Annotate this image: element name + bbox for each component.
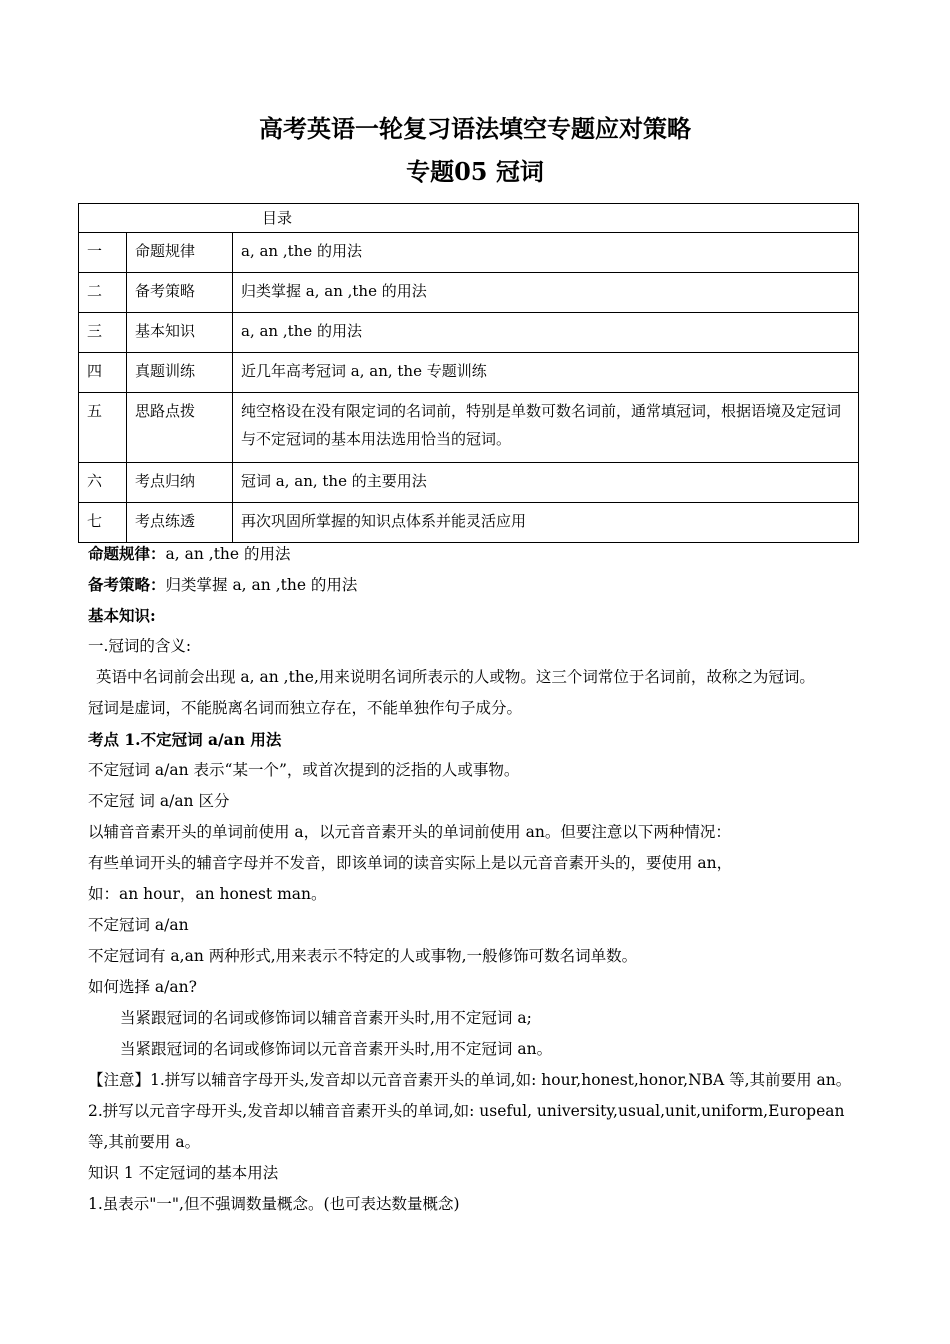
toc-num: 五 (79, 393, 127, 463)
toc-desc: 归类掌握 a, an ,the 的用法 (233, 273, 859, 313)
toc-desc: a, an ,the 的用法 (233, 313, 859, 353)
table-row (79, 393, 859, 463)
paragraph: 如：an hour，an honest man。 (88, 885, 327, 903)
toc-desc: a, an ,the 的用法 (233, 233, 859, 273)
paragraph: 不定冠词 a/an 表示“某一个”，或首次提到的泛指的人或事物。 (88, 761, 520, 779)
toc-num: 二 (79, 273, 127, 313)
paragraph: 当紧跟冠词的名词或修饰词以辅音音素开头时,用不定冠词 a; (120, 1009, 532, 1027)
paragraph: 当紧跟冠词的名词或修饰词以元音音素开头时,用不定冠词 an。 (120, 1040, 553, 1058)
toc-name: 思路点拨 (127, 393, 233, 463)
paragraph: 1.虽表示"一",但不强调数量概念。(也可表达数量概念) (88, 1195, 460, 1213)
meaning-heading: 一.冠词的含义: (88, 637, 192, 655)
rule-line (88, 538, 868, 569)
toc-num: 一 (79, 233, 127, 273)
basic-knowledge-heading: 基本知识: (88, 606, 156, 625)
toc-name: 考点练透 (127, 503, 233, 543)
point1-heading: 考点 1.不定冠词 a/an 用法 (88, 730, 282, 749)
toc-header-cell (79, 204, 859, 233)
table-of-contents (78, 203, 859, 543)
table-row (79, 353, 859, 393)
toc-name: 命题规律 (127, 233, 233, 273)
strategy-line (88, 569, 868, 600)
table-row (79, 313, 859, 353)
toc-header-row (79, 204, 859, 233)
paragraph: 有些单词开头的辅音字母并不发音，即该单词的读音实际上是以元音音素开头的，要使用 an， (88, 854, 733, 872)
document-subtitle: 专题05 冠词 (406, 157, 544, 186)
toc-name: 基本知识 (127, 313, 233, 353)
paragraph: 以辅音音素开头的单词前使用 a，以元音音素开头的单词前使用 an。但要注意以下两种情况： (88, 823, 731, 841)
toc-num: 四 (79, 353, 127, 393)
note-paragraph: 2.拼写以元音字母开头,发音却以辅音音素开头的单词,如: useful, university,usual,unit,uniform,European 等,其前要用 a。 (88, 1102, 845, 1151)
note-paragraph: 【注意】1.拼写以辅音字母开头,发音却以元音音素开头的单词,如: hour,honest,honor,NBA 等,其前要用 an。 (88, 1071, 852, 1089)
paragraph: 不定冠词 a/an (88, 916, 189, 934)
paragraph: 不定冠 词 a/an 区分 (88, 792, 230, 810)
table-row (79, 463, 859, 503)
toc-desc: 纯空格设在没有限定词的名词前，特别是单数可数名词前，通常填冠词，根据语境及定冠词与不定冠词的基本用法选用恰当的冠词。 (233, 393, 859, 463)
table-row (79, 503, 859, 543)
toc-num: 七 (79, 503, 127, 543)
toc-num: 三 (79, 313, 127, 353)
toc-name: 备考策略 (127, 273, 233, 313)
document-body (88, 538, 868, 1220)
paragraph: 冠词是虚词，不能脱离名词而独立存在，不能单独作句子成分。 (88, 699, 523, 717)
rule-label: 命题规律： (88, 544, 166, 563)
paragraph: 如何选择 a/an? (88, 978, 197, 996)
toc-name: 真题训练 (127, 353, 233, 393)
paragraph: 英语中名词前会出现 a, an ,the,用来说明名词所表示的人或物。这三个词常位于名词前，故称之为冠词。 (96, 668, 815, 686)
toc-desc: 近几年高考冠词 a, an, the 专题训练 (233, 353, 859, 393)
knowledge-heading: 知识 1 不定冠词的基本用法 (88, 1164, 279, 1182)
strategy-label: 备考策略： (88, 575, 166, 594)
strategy-text: 归类掌握 a, an ,the 的用法 (165, 576, 358, 594)
toc-desc: 冠词 a, an, the 的主要用法 (233, 463, 859, 503)
paragraph: 不定冠词有 a,an 两种形式,用来表示不特定的人或事物,一般修饰可数名词单数。 (88, 947, 638, 965)
document-title: 高考英语一轮复习语法填空专题应对策略 (259, 114, 691, 143)
table-row (79, 233, 859, 273)
toc-desc: 再次巩固所掌握的知识点体系并能灵活应用 (233, 503, 859, 543)
toc-header: 目录 (262, 209, 293, 227)
rule-text: a, an ,the 的用法 (165, 545, 291, 563)
table-row (79, 273, 859, 313)
toc-num: 六 (79, 463, 127, 503)
toc-name: 考点归纳 (127, 463, 233, 503)
